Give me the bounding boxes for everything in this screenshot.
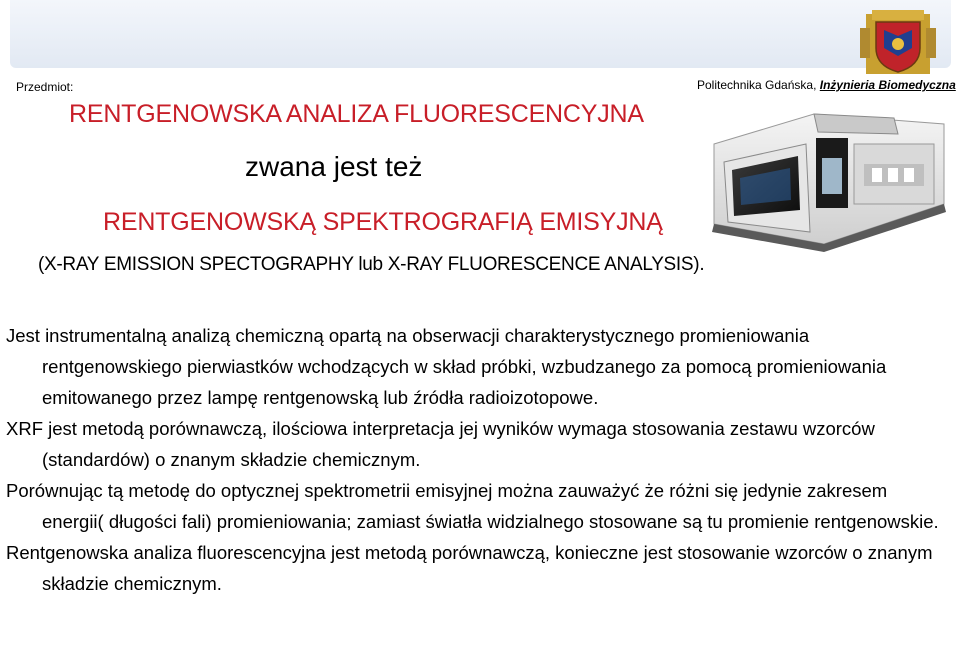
paragraph: Porównując tą metodę do optycznej spektrometrii emisyjnej można zauważyć że różni się jedynie zakresem energii( długości fali) promieniowania; zamiast światła widzialnego stosowane są tu promienie rentgenowskie. bbox=[6, 480, 939, 532]
paragraph: Rentgenowska analiza fluorescencyjna jest metodą porównawczą, konieczne jest stosowanie wzorców o znanym składzie chemicznym. bbox=[6, 542, 933, 594]
paragraph: XRF jest metodą porównawczą, ilościowa interpretacja jej wyników wymaga stosowania zestawu wzorców (standardów) o znanym składzie chemicznym. bbox=[6, 418, 875, 470]
slide-title: RENTGENOWSKA ANALIZA FLUORESCENCYJNA bbox=[69, 100, 644, 128]
institution-name: Politechnika Gdańska, bbox=[697, 78, 817, 92]
subject-label: Przedmiot: bbox=[16, 80, 74, 94]
institution-line bbox=[697, 78, 956, 92]
english-names: (X-RAY EMISSION SPECTOGRAPHY lub X-RAY FLUORESCENCE ANALYSIS). bbox=[38, 254, 705, 275]
slide-title-alt: RENTGENOWSKĄ SPEKTROGRAFIĄ EMISYJNĄ bbox=[103, 208, 663, 236]
xrf-spectrometer-image bbox=[694, 104, 959, 252]
paragraph: Jest instrumentalną analizą chemiczną opartą na obserwacji charakterystycznego promieniowania rentgenowskiego pierwiastków wchodzących w skład próbki, wzbudzanego za pomocą promieniowania emitowanego przez lampę rentgenowską lub źródła radioizotopowe. bbox=[6, 325, 887, 408]
body-text bbox=[6, 320, 951, 599]
header-band bbox=[10, 0, 951, 68]
department-name: Inżynieria Biomedyczna bbox=[819, 78, 956, 92]
university-crest-icon bbox=[858, 8, 938, 76]
slide-subtitle: zwana jest też bbox=[245, 151, 423, 182]
